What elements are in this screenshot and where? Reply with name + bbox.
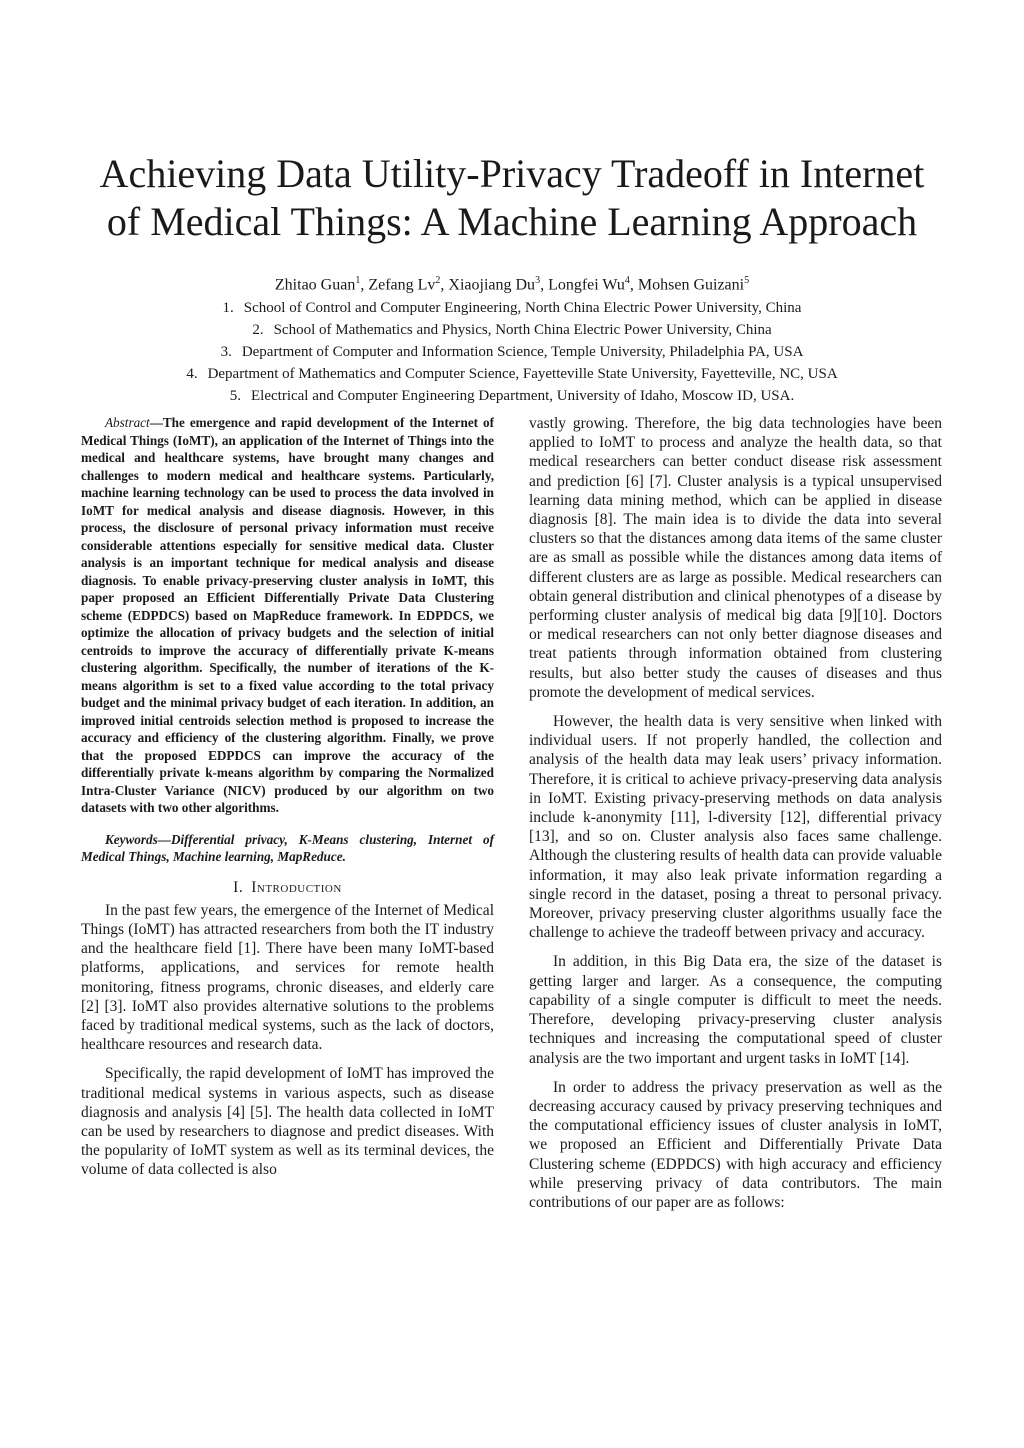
author-name: Zefang Lv xyxy=(368,276,436,294)
section-title: Introduction xyxy=(251,878,342,896)
abstract-text: The emergence and rapid development of the Internet of Medical Things (IoMT), an application of the Internet of Things into the medical and healthcare systems, have brought many changes and challenges to modern medical and healthcare systems. Particularly, machine learning technology can be used to process the data involved in IoMT for medical analysis and disease diagnosis. However, in this process, the disclosure of personal privacy information must receive considerable attentions especially for sensitive medical data. Cluster analysis is an important technique for medical analysis and disease diagnosis. To enable privacy-preserving cluster analysis in IoMT, this paper proposed an Efficient Differentially Private Data Clustering scheme (EDPDCS) based on MapReduce framework. In EDPDCS, we optimize the allocation of privacy budgets and the selection of initial centroids to improve the accuracy of differentially private K-means clustering algorithm. Specifically, the number of iterations of the K-means algorithm is set to a fixed value according to the total privacy budget and the minimal privacy budget of each iteration. In addition, an improved initial centroids selection method is proposed to increase the accuracy and efficiency of the clustering algorithm. Finally, we prove that the proposed EDPDCS can improve the accuracy of the differentially private k-means algorithm by comparing the Normalized Intra-Cluster Variance (NICV) produced by our algorithm on two datasets with two other algorithms. xyxy=(81,415,494,815)
body-paragraph: vastly growing. Therefore, the big data technologies have been applied to IoMT to process and analyze the health data, so that medical researchers can better conduct disease risk assessment and prediction [6] [7]. Cluster analysis is a typical unsupervised learning data mining method, which can be applied in disease diagnosis [8]. The main idea is to divide the data into several clusters so that the distances among data items of the same cluster are as small as possible while the distances among data items of different clusters are as large as possible. Medical researchers can obtain general distribution and clinical phenotypes of a disease by performing cluster analysis of medical big data [9][10]. Doctors or medical researchers can not only better diagnose diseases and treat patients through information obtained from clustering results, but also better study the causes of diseases and thus promote the development of medical services. xyxy=(529,415,942,701)
affiliation-list xyxy=(60,297,964,407)
affiliation-item xyxy=(60,319,964,341)
body-paragraph: In order to address the privacy preservation as well as the decreasing accuracy caused by privacy preserving techniques and the computational efficiency issues of cluster analysis in IoMT, we proposed an Efficient and Differentially Private Data Clustering scheme (EDPDCS) with high accuracy and efficiency while preserving privacy of data contributors. The main contributions of our paper are as follows: xyxy=(529,1078,942,1211)
affiliation-text: Electrical and Computer Engineering Department, University of Idaho, Moscow ID, USA. xyxy=(251,388,795,404)
body-paragraph: Specifically, the rapid development of IoMT has improved the traditional medical systems in various aspects, such as disease diagnosis and analysis [4] [5]. The health data collected in IoMT can be used by researchers to diagnose and predict diseases. With the popularity of IoMT system as well as its terminal devices, the volume of data collected is also xyxy=(81,1065,494,1179)
keywords-text: Differential privacy, K-Means clustering, Internet of Medical Things, Machine learning, MapReduce. xyxy=(81,831,494,864)
affiliation-item xyxy=(60,363,964,385)
author-sup: 1 xyxy=(355,275,361,286)
keywords-label: Keywords xyxy=(105,831,158,847)
affiliation-text: School of Mathematics and Physics, North China Electric Power University, China xyxy=(273,322,772,338)
abstract-dash: — xyxy=(149,415,163,430)
section-number: I. xyxy=(233,878,244,896)
right-column xyxy=(529,414,942,1222)
affiliation-number: 5. xyxy=(229,388,242,404)
author-sup: 4 xyxy=(624,275,630,286)
author-name: Zhitao Guan xyxy=(274,276,356,294)
body-paragraph: In the past few years, the emergence of the Internet of Medical Things (IoMT) has attracted researchers from both the IT industry and the healthcare field [1]. There have been many IoMT-based platforms, applications, and services for remote health monitoring, fitness programs, chronic diseases, and elderly care [2] [3]. IoMT also provides alternative solutions to the problems faced by traditional medical systems, such as the lack of doctors, healthcare resources and research data. xyxy=(81,901,494,1054)
body-paragraph: However, the health data is very sensitive when linked with individual users. If not properly handled, the collection and analysis of the health data may leak users’ privacy information. Therefore, it is critical to achieve privacy-preserving data analysis in IoMT. Existing privacy-preserving methods on data analysis include k-anonymity [11], l-diversity [12], differential privacy [13], and so on. Cluster analysis also faces same challenge. Although the clustering results of health data can provide valuable information, it may also leak private information regarding a single record in the dataset, posing a threat to personal privacy. Moreover, privacy preserving cluster algorithms usually face the challenge to achieve the tradeoff between privacy and accuracy. xyxy=(529,713,942,942)
author-sup: 2 xyxy=(435,275,441,286)
author-name: Longfei Wu xyxy=(548,276,625,294)
section-heading xyxy=(81,878,494,897)
affiliation-item xyxy=(60,297,964,319)
body-paragraph: In addition, in this Big Data era, the size of the dataset is getting larger and larger. As a consequence, the computing capability of a single computer is difficult to meet the needs. Therefore, developing privacy-preserving cluster analysis techniques and increasing the computational speed of cluster analysis are the two important and urgent tasks in IoMT [14]. xyxy=(529,953,942,1067)
author-list: Zhitao Guan$^1$, Zefang Lv$^2$, Xiaojiang Du$^3$, Longfei Wu$^4$, Mohsen Guizani$^5$ xyxy=(274,275,750,294)
title-line-2: of Medical Things: A Machine Learning Approach xyxy=(106,199,918,244)
author-name: Mohsen Guizani xyxy=(637,276,745,294)
author-sup: 5 xyxy=(744,275,750,286)
keywords-dash: — xyxy=(157,831,171,847)
keywords xyxy=(81,831,494,866)
affiliation-number: 1. xyxy=(222,300,234,316)
affiliation-text: School of Control and Computer Engineering, North China Electric Power University, China xyxy=(243,300,802,316)
title-line-1: Achieving Data Utility-Privacy Tradeoff in Internet xyxy=(99,151,925,196)
paper-title xyxy=(40,150,984,246)
left-column xyxy=(81,414,494,1190)
affiliation-number: 2. xyxy=(252,322,264,338)
affiliation-number: 4. xyxy=(186,366,198,382)
affiliation-text: Department of Mathematics and Computer Science, Fayetteville State University, Fayetteville, NC, USA xyxy=(207,366,838,382)
affiliation-number: 3. xyxy=(220,344,232,360)
abstract xyxy=(81,414,494,817)
author-name: Xiaojiang Du xyxy=(448,276,536,294)
affiliation-text: Department of Computer and Information Science, Temple University, Philadelphia PA, USA xyxy=(241,344,804,360)
author-sup: 3 xyxy=(535,275,541,286)
affiliation-item xyxy=(60,341,964,363)
abstract-label: Abstract xyxy=(105,415,150,430)
affiliation-item xyxy=(60,385,964,407)
